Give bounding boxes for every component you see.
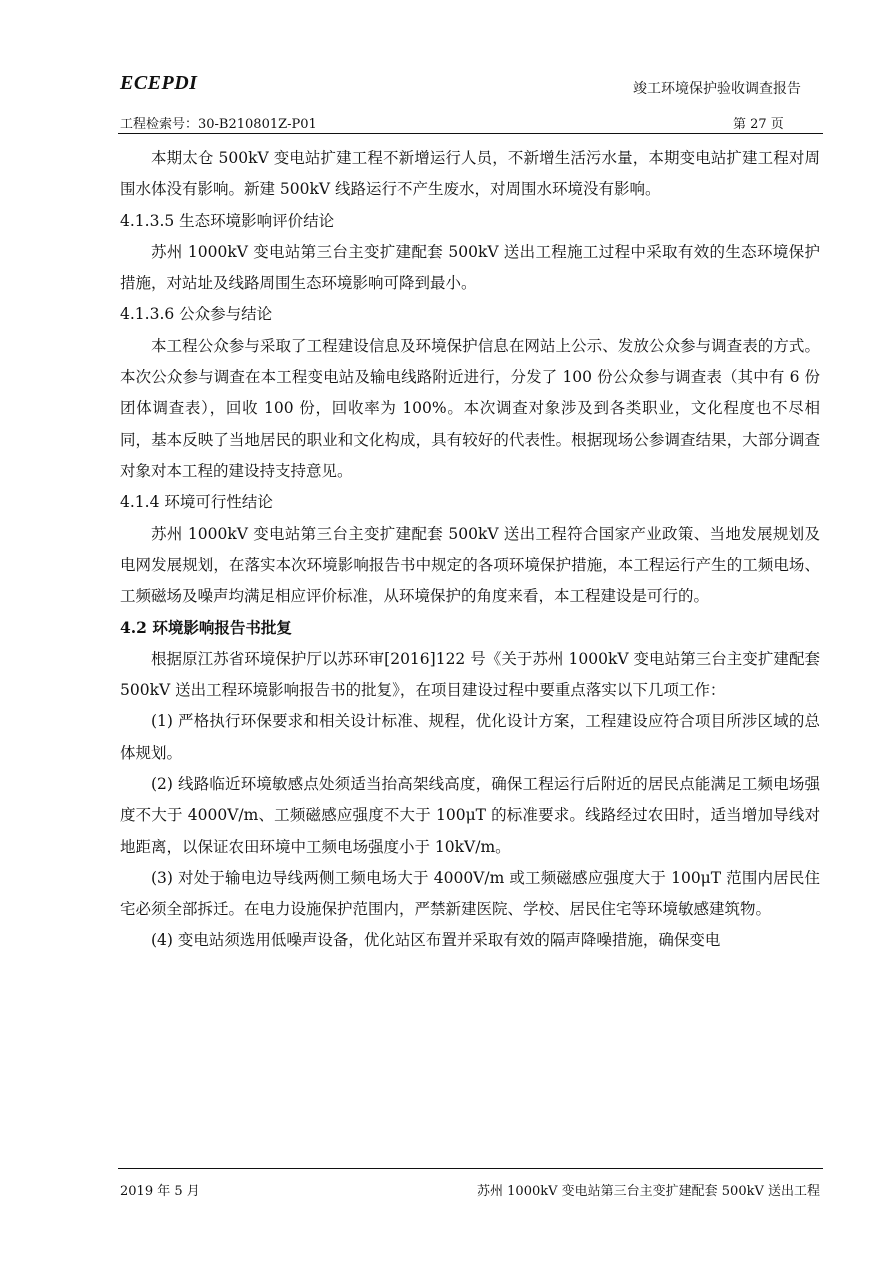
header-logo: ECEPDI xyxy=(120,72,198,94)
footer-project-name: 苏州 1000kV 变电站第三台主变扩建配套 500kV 送出工程 xyxy=(477,1184,820,1199)
list-item-4: (4) 变电站须选用低噪声设备，优化站区布置并采取有效的隔声降噪措施，确保变电 xyxy=(151,931,721,950)
paragraph-feasibility-conclusion: 苏州 1000kV 变电站第三台主变扩建配套 500kV 送出工程符合国家产业政策、当地发展规划及电网发展规划，在落实本次环境影响报告书中规定的各项环境保护措施，本工程运行产生的工频电场、工频磁场及噪声均满足相应评价标准，从环境保护的角度来看，本工程建设是可行的。 xyxy=(120,524,820,606)
list-item-3: (3) 对处于输电边导线两侧工频电场大于 4000V/m 或工频磁感应强度大于 100μT 范围内居民住宅必须全部拆迁。在电力设施保护范围内，严禁新建医院、学校、居民住宅等环境敏感建筑物。 xyxy=(120,868,820,919)
heading-4-1-3-6: 4.1.3.6 公众参与结论 xyxy=(120,305,273,324)
list-item-1: (1) 严格执行环保要求和相关设计标准、规程，优化设计方案，工程建设应符合项目所涉区域的总体规划。 xyxy=(120,712,820,762)
heading-4-2: 4.2 环境影响报告书批复 xyxy=(120,618,292,638)
header-divider xyxy=(118,133,823,134)
paragraph-ecology-conclusion: 苏州 1000kV 变电站第三台主变扩建配套 500kV 送出工程施工过程中采取有效的生态环境保护措施，对站址及线路周围生态环境影响可降到最小。 xyxy=(120,242,820,293)
header-page-number: 第 27 页 xyxy=(733,117,784,132)
header-doc-id: 工程检索号：30-B210801Z-P01 xyxy=(120,117,317,132)
paragraph-water-impact: 本期太仓 500kV 变电站扩建工程不新增运行人员，不新增生活污水量，本期变电站扩建工程对周围水体没有影响。新建 500kV 线路运行不产生废水，对周围水环境没有影响。 xyxy=(120,149,820,199)
footer-divider xyxy=(118,1168,823,1169)
heading-4-1-3-5: 4.1.3.5 生态环境影响评价结论 xyxy=(120,211,335,230)
document-body xyxy=(120,143,820,957)
paragraph-approval-intro: 根据原江苏省环境保护厅以苏环审[2016]122 号《关于苏州 1000kV 变电站第三台主变扩建配套 500kV 送出工程环境影响报告书的批复》，在项目建设过程中要重点落实以下几项工作： xyxy=(120,649,820,700)
heading-4-1-4: 4.1.4 环境可行性结论 xyxy=(120,493,273,512)
header-report-title: 竣工环境保护验收调查报告 xyxy=(633,81,801,97)
paragraph-public-participation: 本工程公众参与采取了工程建设信息及环境保护信息在网站上公示、发放公众参与调查表的方式。本次公众参与调查在本工程变电站及输电线路附近进行，分发了 100 份公众参与调查表（其中有 6 份团体调查表），回收 100 份，回收率为 100%。本次调查对象涉及到各类职业，文化程度也不尽相同，基本反映了当地居民的职业和文化构成，具有较好的代表性。根据现场公参调查结果，大部分调查对象对本工程的建设持支持意见。 xyxy=(120,336,820,480)
footer-date: 2019 年 5 月 xyxy=(120,1184,200,1199)
list-item-2: (2) 线路临近环境敏感点处须适当抬高架线高度，确保工程运行后附近的居民点能满足工频电场强度不大于 4000V/m、工频磁感应强度不大于 100μT 的标准要求。线路经过农田时，适当增加导线对地距离，以保证农田环境中工频电场强度小于 10kV/m。 xyxy=(120,774,820,856)
